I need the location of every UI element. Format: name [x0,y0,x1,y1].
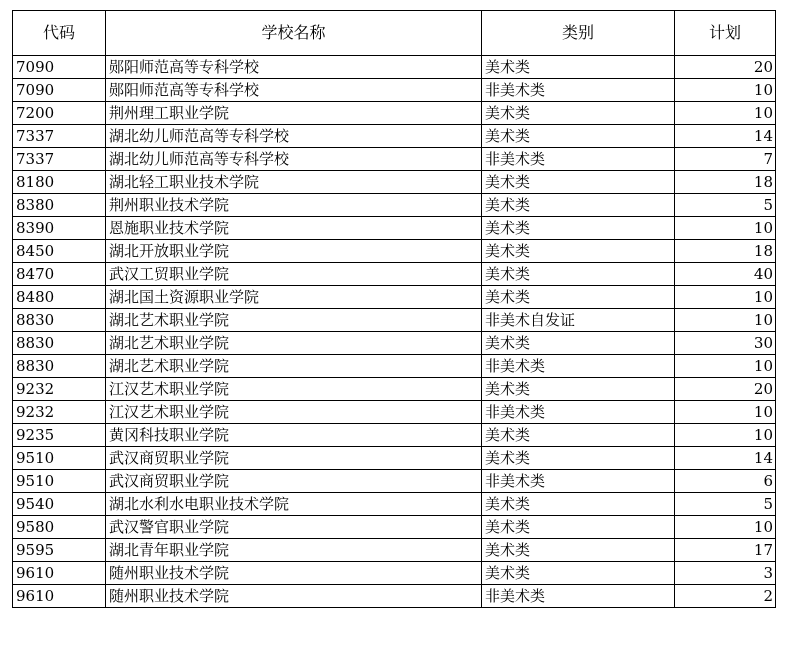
table-row [13,194,776,217]
cell-plan: 17 [675,539,776,562]
table-row [13,332,776,355]
header-plan: 计划 [675,11,776,56]
table-row [13,562,776,585]
cell-category: 美术类 [482,125,675,148]
cell-code: 8830 [13,332,106,355]
cell-category: 美术类 [482,56,675,79]
cell-category: 非美术自发证 [482,309,675,332]
table-row [13,263,776,286]
table-row [13,217,776,240]
cell-plan: 10 [675,424,776,447]
cell-plan: 5 [675,493,776,516]
cell-code: 9235 [13,424,106,447]
cell-plan: 20 [675,56,776,79]
cell-code: 8390 [13,217,106,240]
cell-school-name: 湖北轻工职业技术学院 [106,171,482,194]
cell-school-name: 武汉警官职业学院 [106,516,482,539]
cell-category: 美术类 [482,286,675,309]
cell-category: 美术类 [482,217,675,240]
cell-category: 美术类 [482,424,675,447]
table-row [13,102,776,125]
cell-code: 7090 [13,56,106,79]
cell-code: 8480 [13,286,106,309]
table-row [13,470,776,493]
cell-code: 8470 [13,263,106,286]
cell-category: 美术类 [482,493,675,516]
cell-school-name: 湖北艺术职业学院 [106,332,482,355]
cell-code: 9580 [13,516,106,539]
cell-category: 非美术类 [482,148,675,171]
table-header [13,11,776,56]
cell-category: 美术类 [482,194,675,217]
cell-plan: 10 [675,79,776,102]
cell-plan: 18 [675,171,776,194]
table-row [13,516,776,539]
table-row [13,56,776,79]
cell-school-name: 恩施职业技术学院 [106,217,482,240]
table-row [13,125,776,148]
cell-category: 非美术类 [482,79,675,102]
cell-category: 美术类 [482,447,675,470]
table-row [13,424,776,447]
cell-category: 非美术类 [482,401,675,424]
cell-school-name: 荆州职业技术学院 [106,194,482,217]
cell-code: 8830 [13,309,106,332]
cell-category: 美术类 [482,332,675,355]
cell-category: 非美术类 [482,355,675,378]
table-row [13,79,776,102]
table-row [13,171,776,194]
cell-plan: 10 [675,516,776,539]
cell-code: 9510 [13,470,106,493]
cell-code: 7090 [13,79,106,102]
cell-school-name: 武汉工贸职业学院 [106,263,482,286]
cell-school-name: 武汉商贸职业学院 [106,447,482,470]
cell-category: 美术类 [482,171,675,194]
cell-school-name: 湖北青年职业学院 [106,539,482,562]
table-row [13,286,776,309]
cell-plan: 10 [675,217,776,240]
cell-category: 非美术类 [482,470,675,493]
cell-plan: 10 [675,355,776,378]
cell-school-name: 江汉艺术职业学院 [106,378,482,401]
cell-plan: 10 [675,286,776,309]
cell-plan: 6 [675,470,776,493]
header-category: 类别 [482,11,675,56]
cell-code: 9610 [13,562,106,585]
cell-category: 美术类 [482,102,675,125]
cell-school-name: 随州职业技术学院 [106,585,482,608]
cell-code: 9232 [13,378,106,401]
table-row [13,240,776,263]
cell-plan: 2 [675,585,776,608]
cell-category: 美术类 [482,539,675,562]
cell-plan: 30 [675,332,776,355]
cell-category: 非美术类 [482,585,675,608]
table-body [13,56,776,608]
cell-category: 美术类 [482,562,675,585]
cell-plan: 5 [675,194,776,217]
table-row [13,447,776,470]
cell-category: 美术类 [482,263,675,286]
cell-school-name: 湖北艺术职业学院 [106,355,482,378]
cell-plan: 18 [675,240,776,263]
cell-code: 9595 [13,539,106,562]
cell-school-name: 武汉商贸职业学院 [106,470,482,493]
cell-plan: 40 [675,263,776,286]
cell-school-name: 郧阳师范高等专科学校 [106,79,482,102]
cell-plan: 3 [675,562,776,585]
table-row [13,355,776,378]
cell-code: 9610 [13,585,106,608]
cell-code: 8830 [13,355,106,378]
cell-school-name: 郧阳师范高等专科学校 [106,56,482,79]
cell-code: 9510 [13,447,106,470]
cell-code: 9540 [13,493,106,516]
cell-code: 8450 [13,240,106,263]
cell-plan: 20 [675,378,776,401]
admission-plan-table [12,10,776,608]
table-row [13,378,776,401]
cell-code: 8380 [13,194,106,217]
table-row [13,148,776,171]
cell-category: 美术类 [482,516,675,539]
cell-plan: 14 [675,125,776,148]
cell-code: 7337 [13,148,106,171]
cell-code: 7200 [13,102,106,125]
cell-plan: 10 [675,401,776,424]
table-row [13,585,776,608]
cell-school-name: 湖北艺术职业学院 [106,309,482,332]
table-row [13,539,776,562]
cell-plan: 7 [675,148,776,171]
cell-code: 8180 [13,171,106,194]
table-row [13,401,776,424]
cell-school-name: 湖北开放职业学院 [106,240,482,263]
header-code: 代码 [13,11,106,56]
cell-school-name: 湖北水利水电职业技术学院 [106,493,482,516]
cell-plan: 10 [675,309,776,332]
cell-school-name: 随州职业技术学院 [106,562,482,585]
cell-school-name: 黄冈科技职业学院 [106,424,482,447]
cell-school-name: 湖北幼儿师范高等专科学校 [106,125,482,148]
cell-code: 9232 [13,401,106,424]
table-row [13,493,776,516]
header-row [13,11,776,56]
cell-school-name: 湖北幼儿师范高等专科学校 [106,148,482,171]
cell-code: 7337 [13,125,106,148]
cell-plan: 10 [675,102,776,125]
header-school-name: 学校名称 [106,11,482,56]
table-row [13,309,776,332]
cell-school-name: 湖北国土资源职业学院 [106,286,482,309]
cell-plan: 14 [675,447,776,470]
cell-school-name: 江汉艺术职业学院 [106,401,482,424]
cell-school-name: 荆州理工职业学院 [106,102,482,125]
cell-category: 美术类 [482,240,675,263]
cell-category: 美术类 [482,378,675,401]
